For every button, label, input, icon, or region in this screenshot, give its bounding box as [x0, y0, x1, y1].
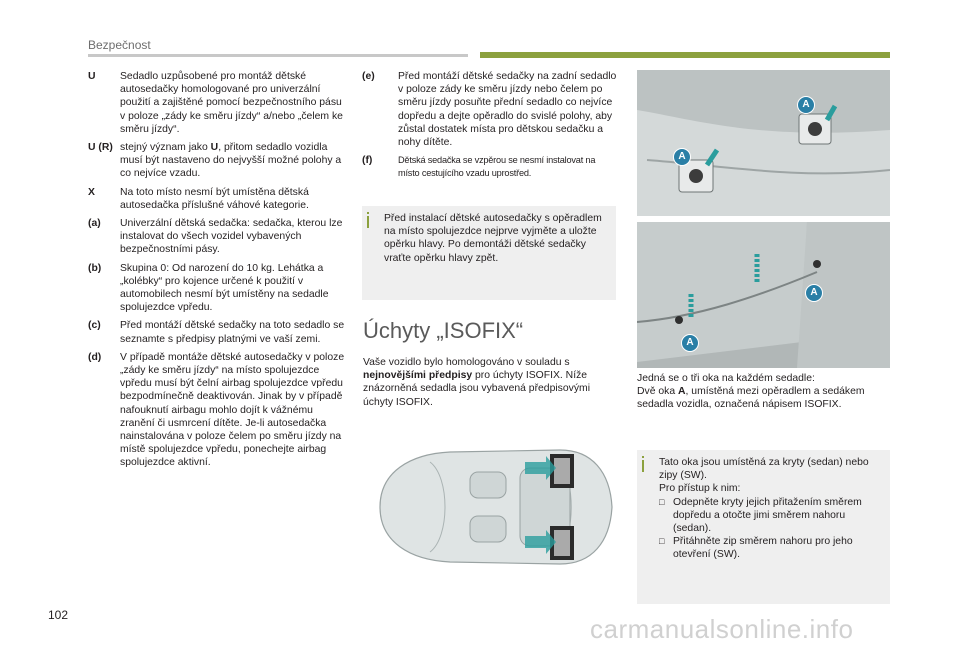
- info-box-covers: Tato oka jsou umístěná za kryty (sedan) nebo zipy (SW). Pro přístup k nim: □ Odepněte kryty jejich přitažením směrem dopředu a otočte jimi směrem nahoru (sedan). □ Přitáhněte zip směrem nahoru pro jeho otevření (SW).: [637, 450, 890, 604]
- list-item: □ Přitáhněte zip směrem nahoru pro jeho otevření (SW).: [659, 535, 884, 561]
- definition-row: (a) Univerzální dětská sedačka: sedačka, kterou lze instalovat do všech vozidel vybavených bezpečnostními pásy.: [88, 218, 343, 256]
- isofix-paragraph: Vaše vozidlo bylo homologováno v souladu s nejnovějšími předpisy pro úchyty ISOFIX. Níže znázorněná sedadla jsou vybavená předpisovými úchyty ISOFIX.: [363, 357, 591, 408]
- definition-row: X Na toto místo nesmí být umístěna dětská autosedačka příslušné váhové kategorie.: [88, 186, 309, 211]
- definition-row: (d) V případě montáže dětské autosedačky v poloze „zády ke směru jízdy“ na místo spolujezdce vpředu musí být čelní airbag spolujezdce vpředu bezpodmínečně deaktivován. Jinak by v případě nafouknutí airbagu mohlo dojít k vážnému zranění či usmrcení dítěte. Je-li autosedačka nainstalována v poloze čelem po směru jízdy na místě spolujezdce vpředu, ponechejte airbag spolujezdce aktivní.: [88, 351, 345, 469]
- callout-a-icon: A: [681, 334, 699, 352]
- seat-photo-drawing: [637, 222, 890, 368]
- isofix-photo-top: [637, 70, 890, 216]
- definition-row: U Sedadlo uzpůsobené pro montáž dětské autosedačky homologované pro univerzální použití a zajištěné pomocí bezpečnostního pásu v poloze „zády ke směru jízdy“ a/nebo „čelem ke směru jízdy“.: [88, 71, 343, 135]
- definition-row: U (R) stejný význam jako U, přitom sedadlo vozidla musí být nastaveno do nejvyšší možné polohy a co nejvíce vzadu.: [88, 142, 342, 180]
- definition-row: (c) Před montáží dětské sedačky na toto sedadlo se seznamte s předpisy platnými ve vaší zemi.: [88, 320, 345, 345]
- info-icon: [367, 216, 369, 228]
- section-title: Úchyty „ISOFIX“: [363, 318, 524, 343]
- callout-a-icon: A: [797, 96, 815, 114]
- header-accent-bar: [480, 52, 890, 58]
- isofix-description: Jedná se o tři oka na každém sedadle: Dvě oka A, umístěná mezi opěradlem a sedákem sedadla vozidla, označená nápisem ISOFIX.: [637, 373, 865, 411]
- car-body: [380, 450, 612, 564]
- info-icon: [642, 460, 644, 472]
- definition-row: (b) Skupina 0: Od narození do 10 kg. Lehátka a „kolébky“ pro kojence určené k použití v automobilech nesmí být umístěny na sedadle spolujezdce vpředu.: [88, 262, 329, 314]
- definition-row: (f) Dětská sedačka se vzpěrou se nesmí instalovat na místo cestujícího vzadu uprostřed.: [362, 155, 596, 179]
- section-header: Bezpečnost: [88, 38, 151, 52]
- info-box-headrest: Před instalací dětské autosedačky s opěradlem na místo spolujezdce nejprve vyjměte a uložte opěrku hlavy. Po demontáži dětské sedačky vraťte opěrku hlavy zpět.: [362, 206, 616, 300]
- access-steps-list: [659, 496, 884, 562]
- header-divider: [88, 54, 468, 57]
- car-top-view-illustration: [360, 432, 616, 582]
- page-number: 102: [48, 608, 69, 622]
- isofix-photo-bottom: [637, 222, 890, 368]
- callout-a-icon: A: [673, 148, 691, 166]
- list-item: □ Odepněte kryty jejich přitažením směrem dopředu a otočte jimi směrem nahoru (sedan).: [659, 496, 884, 536]
- middle-definitions: [362, 70, 618, 186]
- seat-photo-drawing: [637, 70, 890, 216]
- definition-row: (e) Před montáží dětské sedačky na zadní sedadlo v poloze zády ke směru jízdy nebo čelem po směru jízdy posuňte přední sedadlo co nejvíce dopředu a dejte opěradlo do svislé polohy, aby zůstal dostatek místa pro dětskou sedačku a nohy dítěte.: [362, 71, 617, 149]
- callout-a-icon: A: [805, 284, 823, 302]
- definitions-list: [88, 70, 346, 475]
- isofix-seat-marker: [550, 454, 574, 488]
- watermark: carmanualsonline.info: [590, 614, 854, 644]
